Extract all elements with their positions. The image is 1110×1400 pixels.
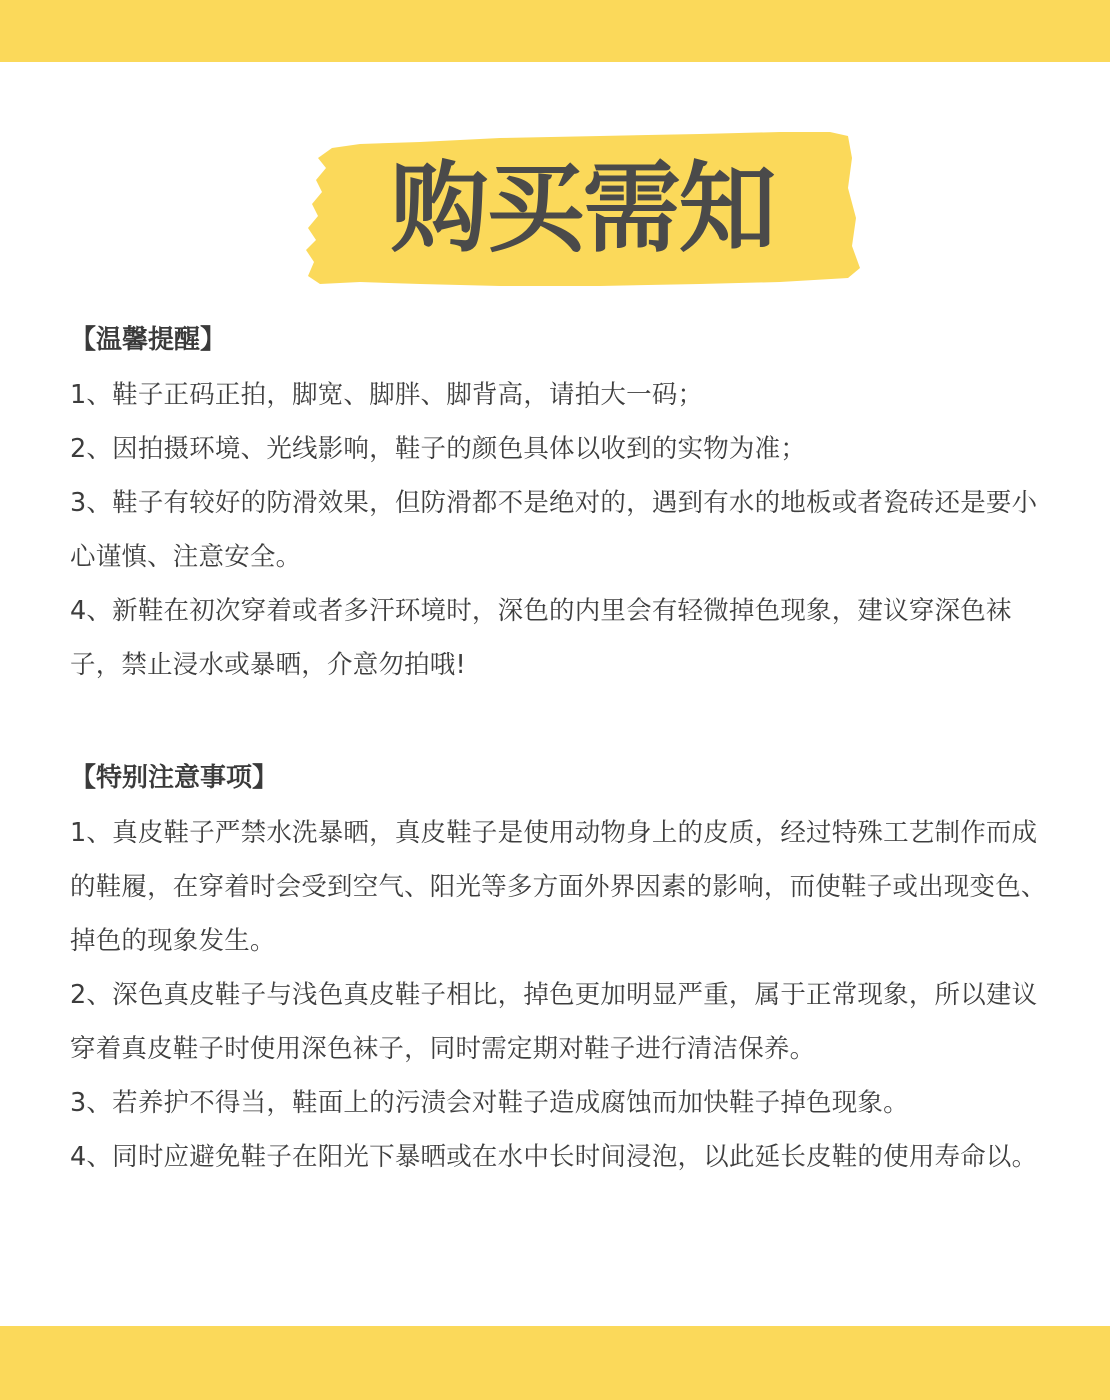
list-item: 2、深色真皮鞋子与浅色真皮鞋子相比，掉色更加明显严重，属于正常现象，所以建议穿着真皮鞋子时使用深色袜子，同时需定期对鞋子进行清洁保养。 bbox=[70, 980, 1038, 1064]
section-heading: 【温馨提醒】 bbox=[70, 325, 227, 355]
section-heading: 【特别注意事项】 bbox=[70, 763, 279, 793]
page-title: 购买需知 bbox=[390, 152, 775, 266]
top-yellow-band bbox=[0, 0, 1110, 62]
special-notice-section bbox=[70, 756, 1050, 1184]
list-item: 1、鞋子正码正拍，脚宽、脚胖、脚背高，请拍大一码； bbox=[70, 380, 704, 410]
list-item: 4、同时应避免鞋子在阳光下暴晒或在水中长时间浸泡，以此延长皮鞋的使用寿命以。 bbox=[70, 1142, 1038, 1172]
bottom-yellow-band bbox=[0, 1326, 1110, 1400]
list-item: 3、鞋子有较好的防滑效果，但防滑都不是绝对的，遇到有水的地板或者瓷砖还是要小心谨慎、注意安全。 bbox=[70, 488, 1038, 572]
list-item: 3、若养护不得当，鞋面上的污渍会对鞋子造成腐蚀而加快鞋子掉色现象。 bbox=[70, 1088, 909, 1118]
warm-reminder-section bbox=[70, 318, 1050, 692]
list-item: 2、因拍摄环境、光线影响，鞋子的颜色具体以收到的实物为准； bbox=[70, 434, 807, 464]
list-item: 4、新鞋在初次穿着或者多汗环境时，深色的内里会有轻微掉色现象，建议穿深色袜子，禁止浸水或暴晒，介意勿拍哦! bbox=[70, 596, 1012, 680]
title-banner bbox=[300, 128, 865, 290]
list-item: 1、真皮鞋子严禁水洗暴晒，真皮鞋子是使用动物身上的皮质，经过特殊工艺制作而成的鞋履，在穿着时会受到空气、阳光等多方面外界因素的影响，而使鞋子或出现变色、掉色的现象发生。 bbox=[70, 818, 1047, 956]
